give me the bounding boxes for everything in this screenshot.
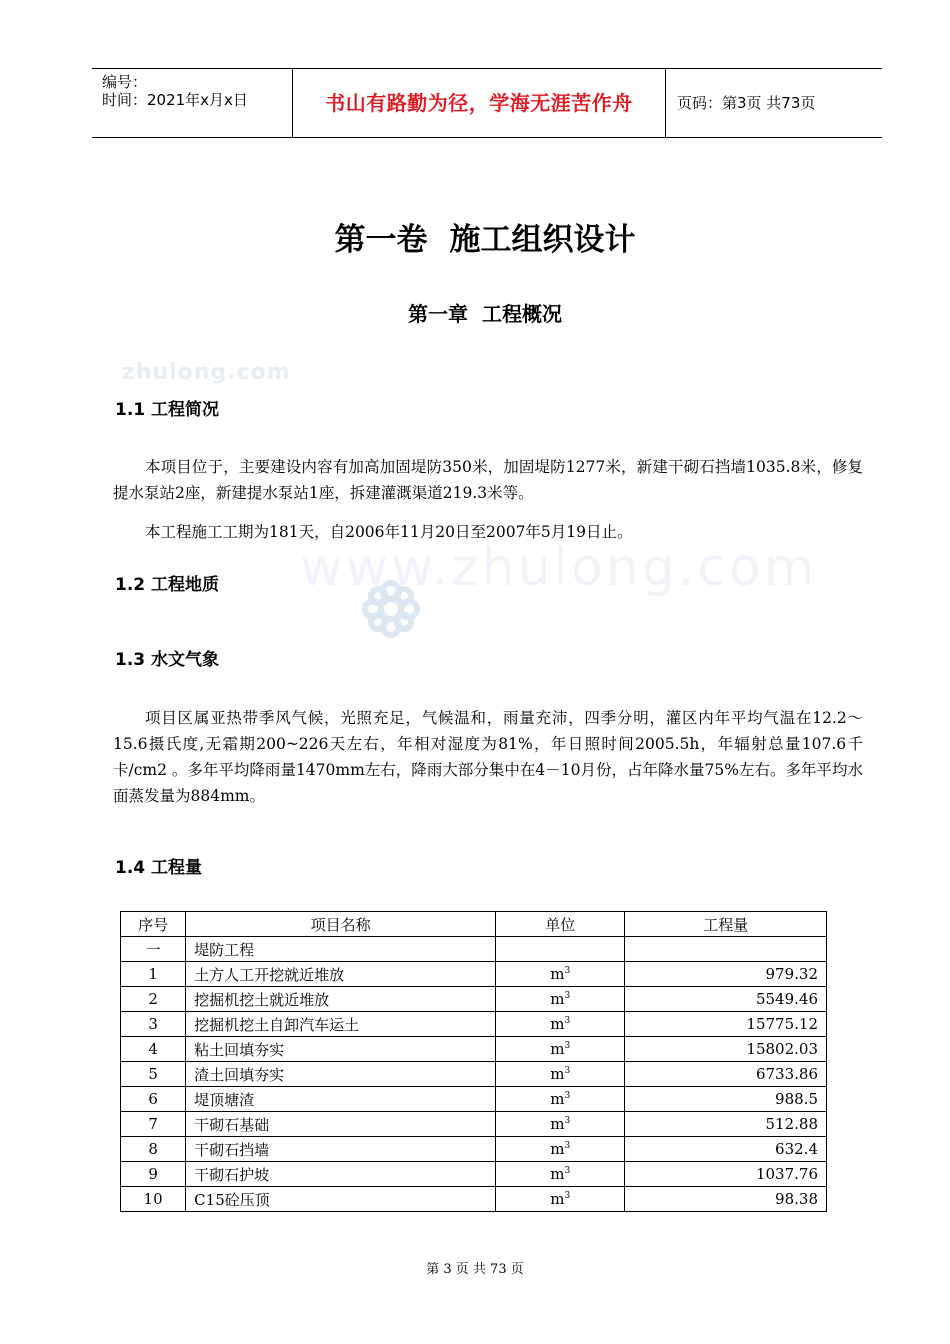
volume-title	[0, 214, 950, 259]
row-name: 挖掘机挖土就近堆放	[186, 987, 496, 1012]
row-qty: 512.88	[625, 1112, 827, 1137]
volume-title-text: 施工组织设计	[449, 222, 636, 258]
table-row	[121, 1012, 827, 1037]
volume-title-number: 第一卷	[334, 222, 428, 258]
quantity-table	[120, 911, 827, 1212]
row-no: 6	[121, 1087, 186, 1112]
row-unit: $m^3$	[496, 1037, 625, 1062]
table-header-row	[121, 912, 827, 937]
section-heading-1-3: 1.3 水文气象	[115, 650, 220, 670]
col-header-name: 项目名称	[186, 912, 496, 937]
table-group-row	[121, 937, 827, 962]
section-heading-1-2: 1.2 工程地质	[115, 575, 220, 595]
row-name: 堤顶塘渣	[186, 1087, 496, 1112]
row-name: 干砌石护坡	[186, 1162, 496, 1187]
header-motto: 书山有路勤为径，学海无涯苦作舟	[292, 69, 666, 137]
watermark-large: www.zhulong.com	[300, 538, 818, 598]
row-no: 4	[121, 1037, 186, 1062]
table-row	[121, 1162, 827, 1187]
row-unit: $m^3$	[496, 987, 625, 1012]
row-unit: $m^3$	[496, 1112, 625, 1137]
page-footer: 第 3 页 共 73 页	[426, 1262, 524, 1277]
table-row	[121, 1137, 827, 1162]
header-page-label: 页码：第3页 共73页	[677, 94, 816, 112]
row-qty: 988.5	[625, 1087, 827, 1112]
col-header-unit: 单位	[496, 912, 625, 937]
table-row	[121, 1062, 827, 1087]
row-qty: 98.38	[625, 1187, 827, 1212]
paragraph-schedule: 本工程施工工期为181天，自2006年11月20日至2007年5月19日止。	[145, 523, 633, 541]
row-no: 3	[121, 1012, 186, 1037]
chapter-title	[0, 298, 950, 327]
row-qty: 15775.12	[625, 1012, 827, 1037]
row-unit: $m^3$	[496, 1012, 625, 1037]
row-no: 2	[121, 987, 186, 1012]
row-name: 粘土回填夯实	[186, 1037, 496, 1062]
row-no: 10	[121, 1187, 186, 1212]
row-qty: 632.4	[625, 1137, 827, 1162]
row-no: 5	[121, 1062, 186, 1087]
row-no: 1	[121, 962, 186, 987]
row-qty: 15802.03	[625, 1037, 827, 1062]
row-unit: $m^3$	[496, 1162, 625, 1187]
row-name: 渣土回填夯实	[186, 1062, 496, 1087]
section-heading-1-4: 1.4 工程量	[115, 858, 203, 878]
table-row	[121, 962, 827, 987]
row-unit: $m^3$	[496, 1187, 625, 1212]
table-row	[121, 1187, 827, 1212]
row-qty: 5549.46	[625, 987, 827, 1012]
header-meta	[92, 69, 292, 137]
number-label: 编号：	[102, 73, 148, 91]
row-unit: $m^3$	[496, 1137, 625, 1162]
row-no: 8	[121, 1137, 186, 1162]
watermark-flower-icon	[355, 573, 427, 645]
watermark-small: zhulong.com	[122, 360, 291, 385]
table-row	[121, 1112, 827, 1137]
chapter-title-number: 第一章	[408, 302, 468, 326]
paragraph-climate: 项目区属亚热带季风气候，光照充足，气候温和，雨量充沛，四季分明，灌区内年平均气温在12.2～15.6摄氏度,无霜期200~226天左右，年相对湿度为81%，年日照时间2005.5h，年辐射总量107.6千卡/cm2 。多年平均降雨量1470mm左右，降雨大部分集中在4－10月份，占年降水量75%左右。多年平均水面蒸发量为884mm。	[113, 709, 863, 805]
table-row	[121, 1037, 827, 1062]
group-no: 一	[121, 937, 186, 962]
row-name: 土方人工开挖就近堆放	[186, 962, 496, 987]
row-no: 9	[121, 1162, 186, 1187]
row-name: 挖掘机挖土自卸汽车运土	[186, 1012, 496, 1037]
time-label: 时间：2021年x月x日	[102, 91, 248, 109]
row-name: 干砌石挡墙	[186, 1137, 496, 1162]
row-no: 7	[121, 1112, 186, 1137]
row-unit: $m^3$	[496, 962, 625, 987]
group-qty	[625, 937, 827, 962]
table-row	[121, 1087, 827, 1112]
table-row	[121, 987, 827, 1012]
col-header-qty: 工程量	[625, 912, 827, 937]
page-header	[92, 68, 882, 138]
row-name: C15砼压顶	[186, 1187, 496, 1212]
group-name: 堤防工程	[186, 937, 496, 962]
group-unit	[496, 937, 625, 962]
section-heading-1-1: 1.1 工程简况	[115, 400, 220, 420]
row-qty: 1037.76	[625, 1162, 827, 1187]
row-unit: $m^3$	[496, 1087, 625, 1112]
chapter-title-text: 工程概况	[482, 302, 562, 326]
row-qty: 6733.86	[625, 1062, 827, 1087]
paragraph-overview: 本项目位于，主要建设内容有加高加固堤防350米，加固堤防1277米，新建干砌石挡墙1035.8米，修复提水泵站2座，新建提水泵站1座，拆建灌溉渠道219.3米等。	[113, 458, 863, 502]
row-qty: 979.32	[625, 962, 827, 987]
row-unit: $m^3$	[496, 1062, 625, 1087]
col-header-no: 序号	[121, 912, 186, 937]
row-name: 干砌石基础	[186, 1112, 496, 1137]
